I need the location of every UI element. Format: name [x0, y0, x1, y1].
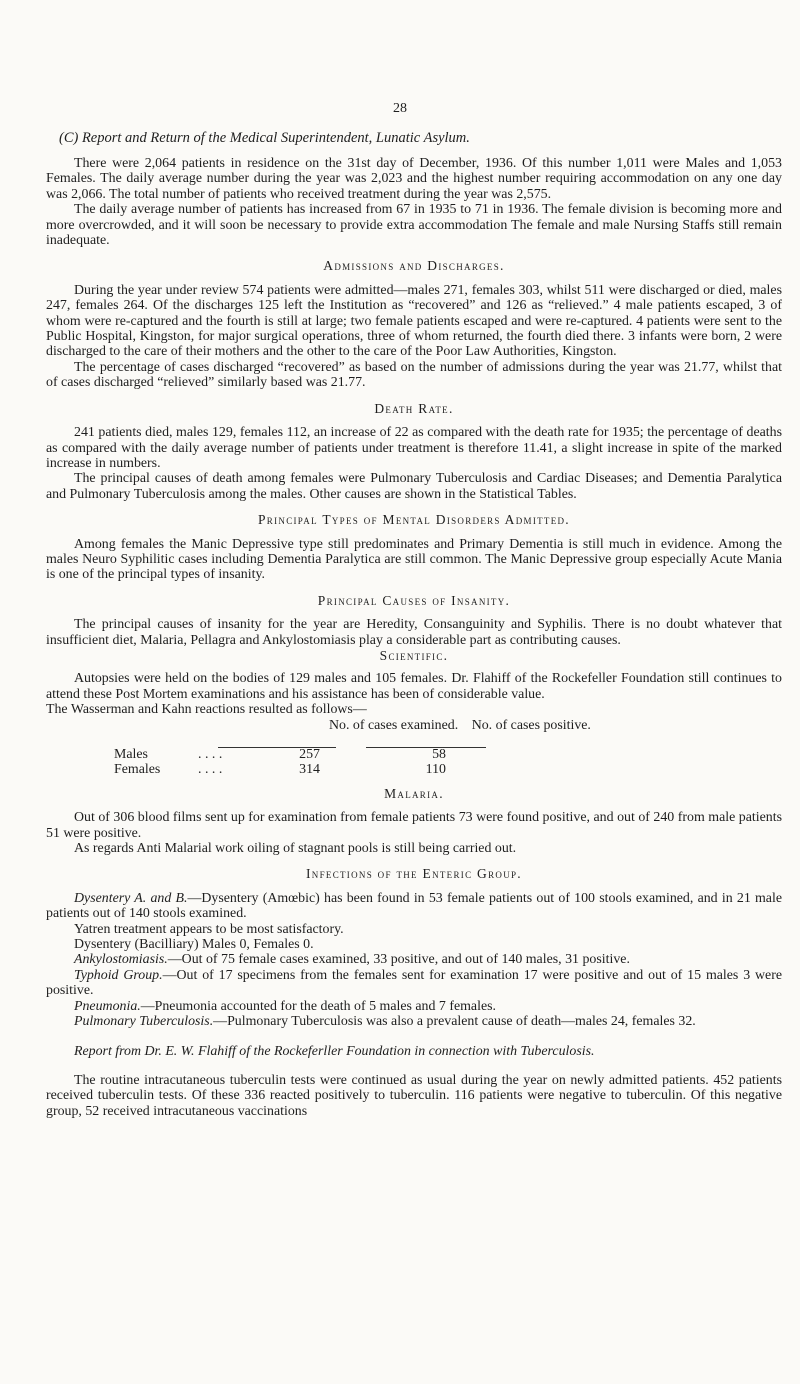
mental-disorders-heading: Principal Types of Mental Disorders Admitted.	[258, 512, 570, 528]
enteric-item	[46, 891, 782, 922]
row-label: Males	[114, 747, 148, 762]
enteric-item-label: Pulmonary Tuberculosis.	[74, 1014, 214, 1030]
page-number: 28	[393, 101, 407, 116]
wasserman-table-header	[46, 718, 782, 733]
header-positive: No. of cases positive.	[471, 717, 591, 733]
enteric-item	[46, 952, 782, 967]
row-positive: 58	[432, 747, 446, 762]
scientific-heading: Scientific.	[379, 647, 449, 663]
enteric-item-text: —Out of 17 specimens from the females sent for examination 17 were positive and out of 15 males 3 were positive.	[46, 967, 783, 999]
causes-insanity-heading: Principal Causes of Insanity.	[317, 592, 511, 608]
enteric-item-text: Yatren treatment appears to be most satisfactory.	[74, 921, 344, 937]
death-rate-heading: Death Rate.	[374, 400, 454, 416]
admissions-paragraph-1: During the year under review 574 patients were admitted—males 271, females 303, whilst 511 were discharged or died, males 247, females 264. Of the discharges 125 left the Institution as “recovered” and 126 as “relieved.” 4 male patients escaped, 3 of whom were re-captured and the fourth is still at large; two female patients escaped and were re-captured. 4 patients were sent to the Public Hospital, Kingston, for major surgical operations, three of whom returned, the fourth died there. 3 infants were born, 2 were discharged to the care of their mothers and the other to the care of the Poor Law Authorities, Kingston.	[46, 282, 782, 360]
malaria-heading: Malaria.	[384, 785, 444, 801]
enteric-item-text: —Pulmonary Tuberculosis was also a prevalent cause of death—males 24, females 32.	[213, 1014, 696, 1030]
malaria-paragraph-1: Out of 306 blood films sent up for examination from female patients 73 were found positive, and out of 240 from male patients 51 were positive.	[46, 810, 782, 841]
table-rules	[46, 737, 782, 746]
enteric-item-text: Dysentery (Bacilliary) Males 0, Females 0.	[74, 937, 314, 953]
rule-examined	[218, 747, 336, 748]
wasserman-table	[114, 747, 446, 778]
document-body	[46, 156, 782, 1119]
table-row	[114, 747, 446, 762]
enteric-item	[46, 1014, 782, 1029]
enteric-item-text: —Out of 75 female cases examined, 33 positive, and out of 140 males, 31 positive.	[167, 952, 630, 968]
intro-paragraph-2: The daily average number of patients has increased from 67 in 1935 to 71 in 1936. The female division is becoming more and more overcrowded, and it will soon be necessary to provide extra accommodation The female and male Nursing Staffs still remain inadequate.	[46, 202, 782, 249]
row-dots: . . . .	[198, 747, 223, 762]
enteric-item-label: Dysentery A. and B.	[74, 890, 188, 906]
row-examined: 314	[299, 762, 320, 778]
admissions-paragraph-2: The percentage of cases discharged “recovered” as based on the number of admissions during the year was 21.77, whilst that of cases discharged “relieved” similarly based was 21.77.	[46, 359, 782, 391]
malaria-paragraph-2: As regards Anti Malarial work oiling of stagnant pools is still being carried out.	[74, 841, 517, 857]
enteric-item-label: Ankylostomiasis.	[74, 952, 168, 968]
wasserman-intro: The Wasserman and Kahn reactions resulted as follows—	[46, 702, 367, 718]
scientific-paragraph: Autopsies were held on the bodies of 129 males and 105 females. Dr. Flahiff of the Rockefeller Foundation still continues to attend these Post Mortem examinations and his assistance has been of considerable value.	[46, 671, 782, 702]
rule-positive	[366, 747, 486, 748]
enteric-item-label: Typhoid Group.	[74, 967, 163, 983]
death-rate-paragraph-1: 241 patients died, males 129, females 112, an increase of 22 as compared with the death rate for 1935; the percentage of deaths as compared with the daily average number of patients under treatment is therefore 11.41, a slight increase in spite of the marked increase in numbers.	[46, 425, 782, 471]
enteric-item	[46, 968, 782, 999]
death-rate-paragraph-2: The principal causes of death among females were Pulmonary Tuberculosis and Cardiac Diseases; and Dementia Paralytica and Pulmonary Tuberculosis among the males. Other causes are shown in the Statistical Tables.	[46, 471, 782, 502]
table-row	[114, 762, 446, 777]
enteric-item-label: Pneumonia.	[74, 998, 141, 1014]
enteric-item	[46, 922, 782, 937]
enteric-item	[46, 937, 782, 952]
flahiff-heading: Report from Dr. E. W. Flahiff of the Rockeferller Foundation in connection with Tuberculosis.	[74, 1043, 595, 1059]
row-positive: 110	[425, 762, 446, 778]
enteric-item-text: —Dysentery (Amœbic) has been found in 53 female patients out of 100 stools examined, and in 21 male patients out of 140 stools examined.	[46, 890, 782, 922]
enteric-item	[46, 999, 782, 1014]
admissions-heading: Admissions and Discharges.	[323, 258, 505, 274]
enteric-item-text: —Pneumonia accounted for the death of 5 males and 7 females.	[140, 998, 496, 1014]
row-dots: . . . .	[198, 762, 223, 778]
row-label: Females	[114, 762, 161, 778]
intro-paragraph-1: There were 2,064 patients in residence on the 31st day of December, 1936. Of this number 1,011 were Males and 1,053 Females. The daily average number during the year was 2,023 and the highest number requiring accommodation on any one day was 2,066. The total number of patients who received treatment during the year was 2,575.	[46, 156, 782, 202]
mental-disorders-paragraph: Among females the Manic Depressive type still predominates and Primary Dementia is still much in evidence. Among the males Neuro Syphilitic cases including Dementia Paralytica are still common. The Manic Depressive group especially Acute Mania is one of the principal types of insanity.	[46, 536, 782, 583]
header-examined: No. of cases examined.	[329, 717, 459, 733]
enteric-heading: Infections of the Enteric Group.	[306, 866, 522, 882]
row-examined: 257	[299, 747, 320, 762]
section-heading: (C) Report and Return of the Medical Superintendent, Lunatic Asylum.	[59, 130, 470, 146]
causes-insanity-paragraph: The principal causes of insanity for the year are Heredity, Consanguinity and Syphilis. There is no doubt whatever that insufficient diet, Malaria, Pellagra and Ankylostomiasis play a considerable part as contributing causes.	[46, 617, 782, 648]
flahiff-paragraph: The routine intracutaneous tuberculin tests were continued as usual during the year on newly admitted patients. 452 patients received tuberculin tests. Of these 336 reacted positively to tuberculin. 116 patients were negative to tuberculin. Of this negative group, 52 received intracutaneous vaccinations	[46, 1072, 782, 1119]
